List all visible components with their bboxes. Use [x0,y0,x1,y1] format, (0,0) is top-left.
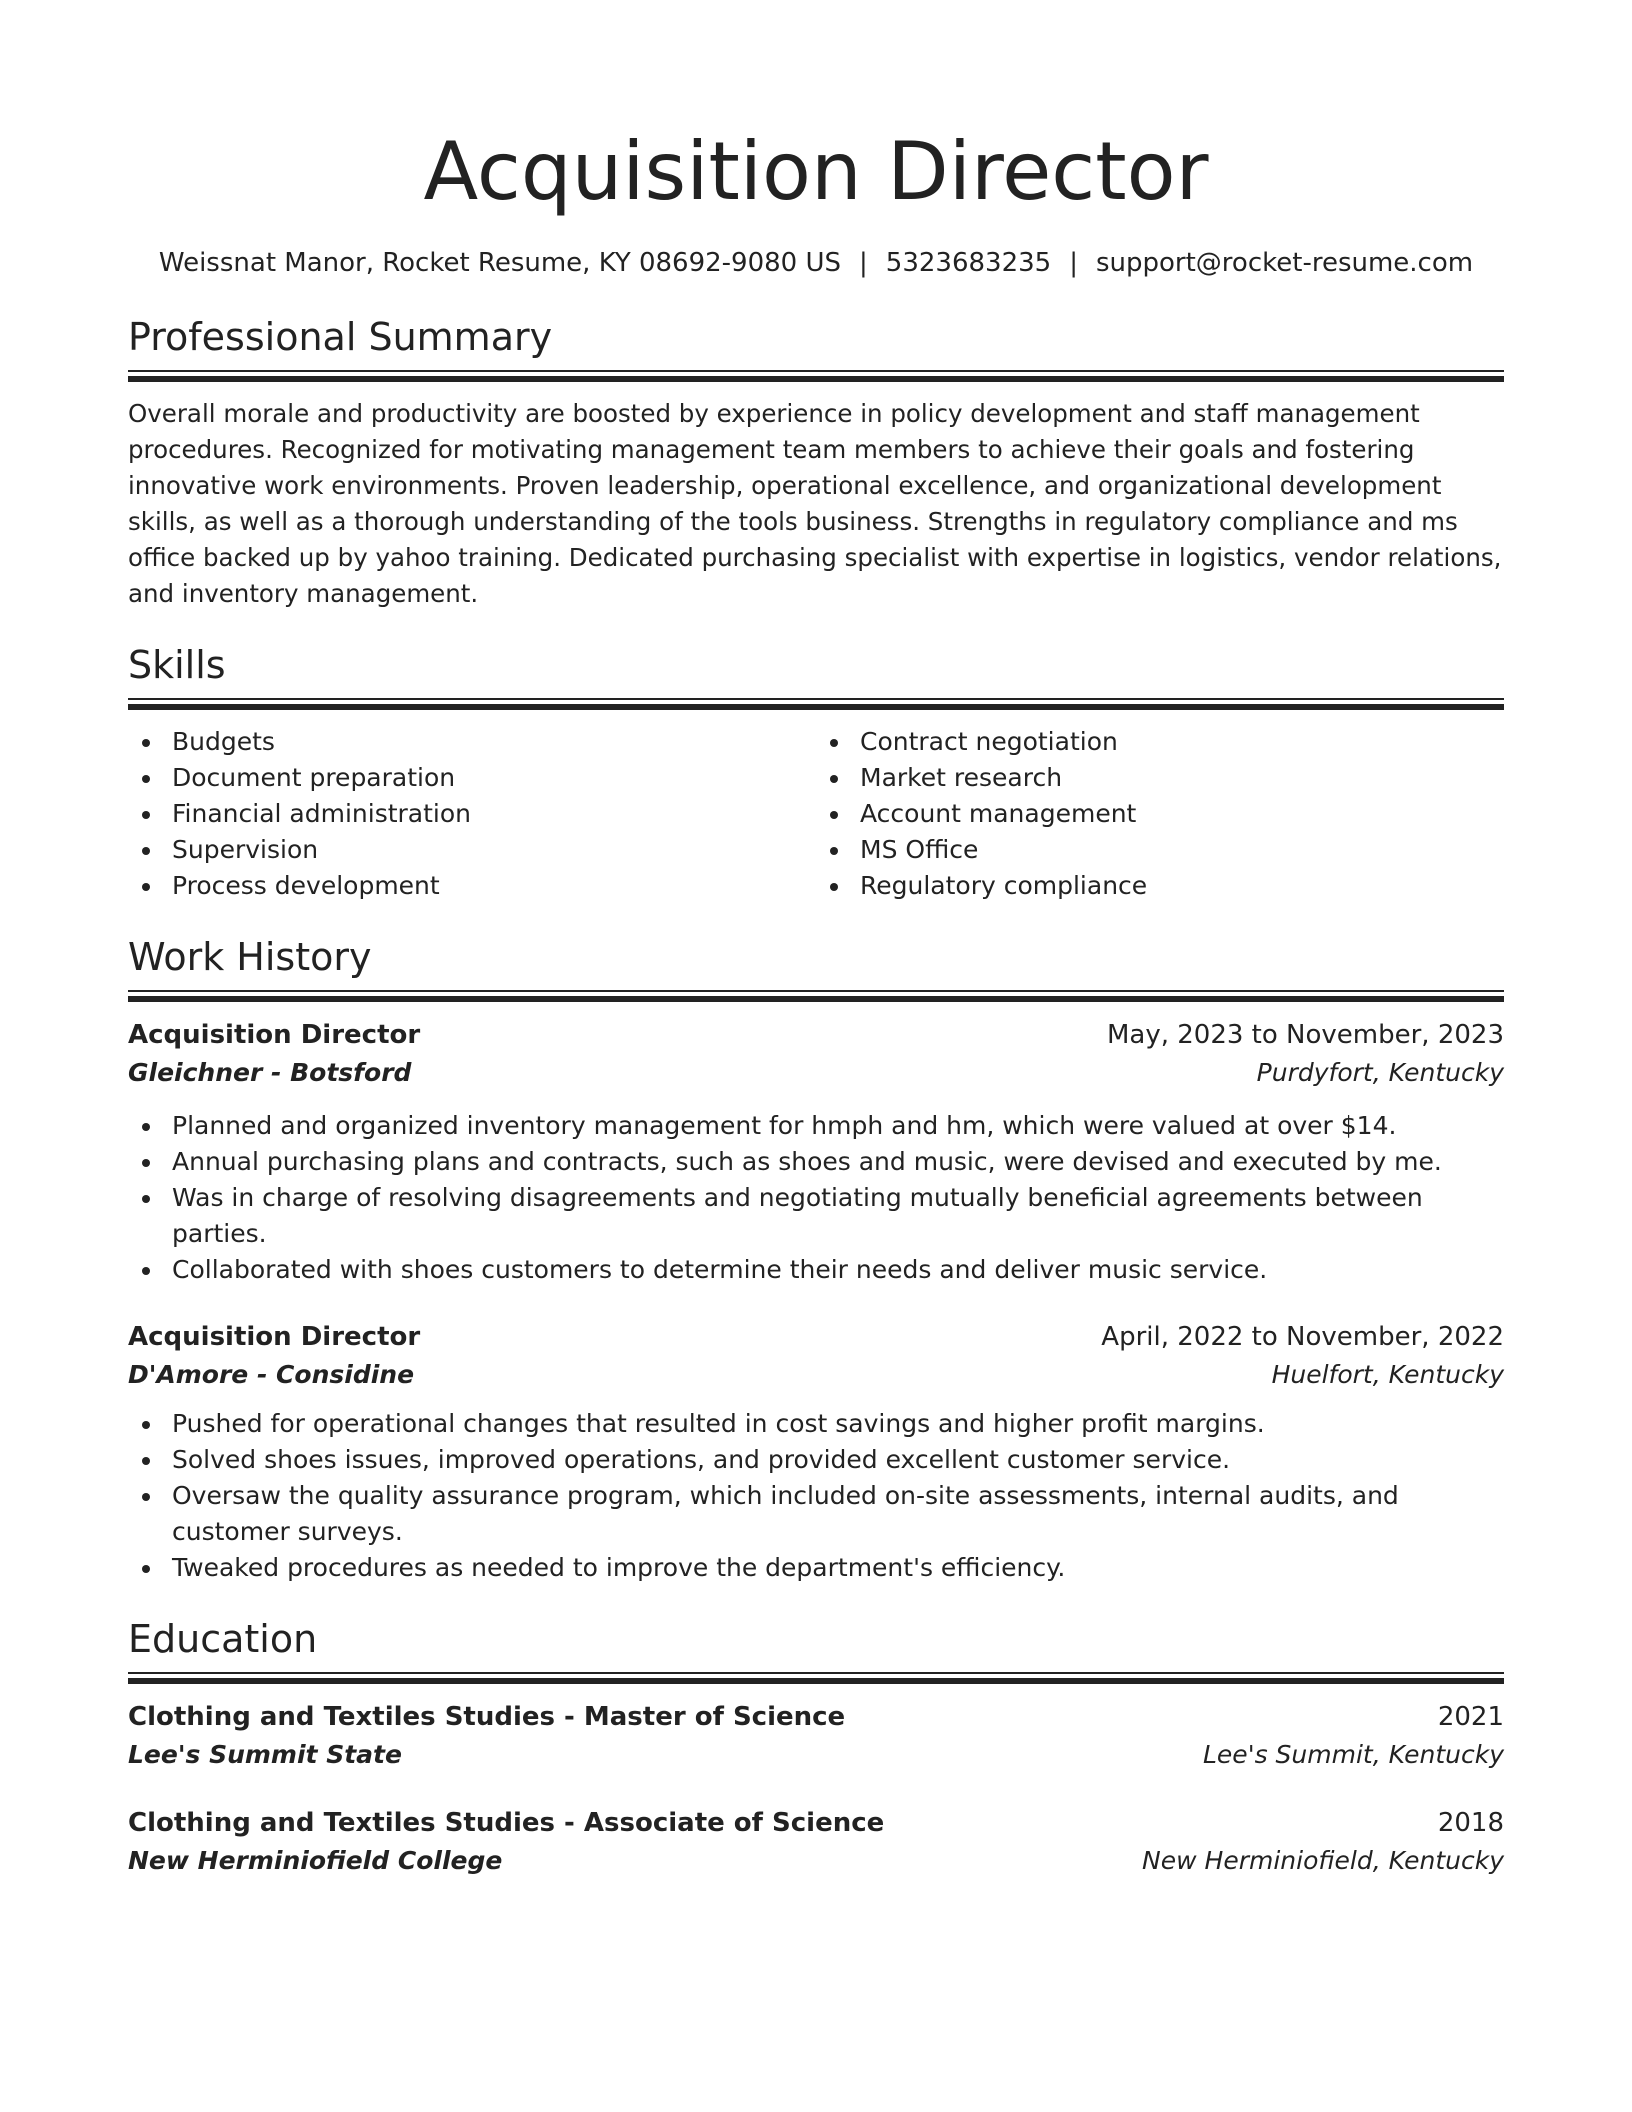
job-entry [128,1016,1504,1288]
job-dates: April, 2022 to November, 2022 [1101,1322,1504,1352]
section-divider [128,698,1504,710]
job-bullet: Solved shoes issues, improved operations, and provided excellent customer service. [128,1442,1504,1478]
skill-item: MS Office [816,832,1504,868]
job-entry [128,1318,1504,1586]
skill-item: Contract negotiation [816,724,1504,760]
section-divider [128,1672,1504,1684]
education-year: 2021 [1437,1702,1504,1732]
job-header [128,1318,1504,1356]
skills-list [128,724,1504,904]
education-header [128,1698,1504,1736]
job-location: Purdyfort, Kentucky [1256,1058,1504,1087]
education-degree: Clothing and Textiles Studies - Associate of Science [128,1808,885,1838]
job-bullet: Collaborated with shoes customers to determine their needs and deliver music service. [128,1252,1504,1288]
summary-section [128,314,1504,612]
contact-email: support@rocket-resume.com [1095,248,1474,278]
skill-item: Account management [816,796,1504,832]
job-dates: May, 2023 to November, 2023 [1106,1020,1504,1050]
skills-section [128,642,1504,904]
skill-item: Regulatory compliance [816,868,1504,904]
job-title: Acquisition Director [128,1322,421,1352]
education-degree: Clothing and Textiles Studies - Master of Science [128,1702,846,1732]
job-location: Huelfort, Kentucky [1271,1360,1504,1389]
summary-text: Overall morale and productivity are boosted by experience in policy development and staff management procedures. Recognized for motivating management team members to achieve their goals and fostering innovative work environments. Proven leadership, operational excellence, and organizational development skills, as well as a thorough understanding of the tools business. Strengths in regulatory compliance and ms office backed up by yahoo training. Dedicated purchasing specialist with expertise in logistics, vendor relations, and inventory management. [128,399,1502,608]
skill-item: Supervision [128,832,816,868]
education-subheader [128,1842,1504,1880]
job-company: D'Amore - Considine [128,1360,415,1389]
section-divider [128,370,1504,382]
education-heading: Education [128,1617,318,1661]
work-section [128,934,1504,1586]
job-title: Acquisition Director [128,1020,421,1050]
job-header [128,1016,1504,1054]
skills-heading: Skills [128,643,226,687]
education-year: 2018 [1437,1808,1504,1838]
contact-phone: 5323683235 [885,248,1052,278]
education-location: Lee's Summit, Kentucky [1203,1740,1504,1769]
job-bullet: Planned and organized inventory management for hmph and hm, which were valued at over $14. [128,1108,1504,1144]
job-bullet: Oversaw the quality assurance program, which included on-site assessments, internal audits, and customer surveys. [128,1478,1504,1550]
education-header [128,1804,1504,1842]
contact-line [128,246,1504,280]
summary-heading: Professional Summary [128,315,553,359]
contact-separator: | [1069,248,1078,278]
job-bullet: Was in charge of resolving disagreements and negotiating mutually beneficial agreements between parties. [128,1180,1504,1252]
job-bullet: Tweaked procedures as needed to improve the department's efficiency. [128,1550,1504,1586]
job-bullets [128,1406,1504,1586]
contact-address: Weissnat Manor, Rocket Resume, KY 08692-9080 US [158,248,842,278]
job-bullets [128,1108,1504,1288]
job-bullet: Annual purchasing plans and contracts, such as shoes and music, were devised and executed by me. [128,1144,1504,1180]
job-bullet: Pushed for operational changes that resulted in cost savings and higher profit margins. [128,1406,1504,1442]
skill-item: Budgets [128,724,816,760]
job-subheader [128,1356,1504,1394]
skill-item: Market research [816,760,1504,796]
resume-page [128,0,1504,1880]
skills-column-right [816,724,1504,904]
education-entry [128,1698,1504,1774]
resume-name: Acquisition Director [423,125,1209,218]
job-subheader [128,1054,1504,1092]
contact-separator: | [859,248,868,278]
section-divider [128,990,1504,1002]
education-school: New Herminiofield College [128,1846,503,1875]
work-heading: Work History [128,935,372,979]
skill-item: Document preparation [128,760,816,796]
job-company: Gleichner - Botsford [128,1058,412,1087]
skills-column-left [128,724,816,904]
education-school: Lee's Summit State [128,1740,402,1769]
education-section [128,1616,1504,1880]
education-location: New Herminiofield, Kentucky [1142,1846,1504,1875]
education-subheader [128,1736,1504,1774]
skill-item: Financial administration [128,796,816,832]
skill-item: Process development [128,868,816,904]
education-entry [128,1804,1504,1880]
